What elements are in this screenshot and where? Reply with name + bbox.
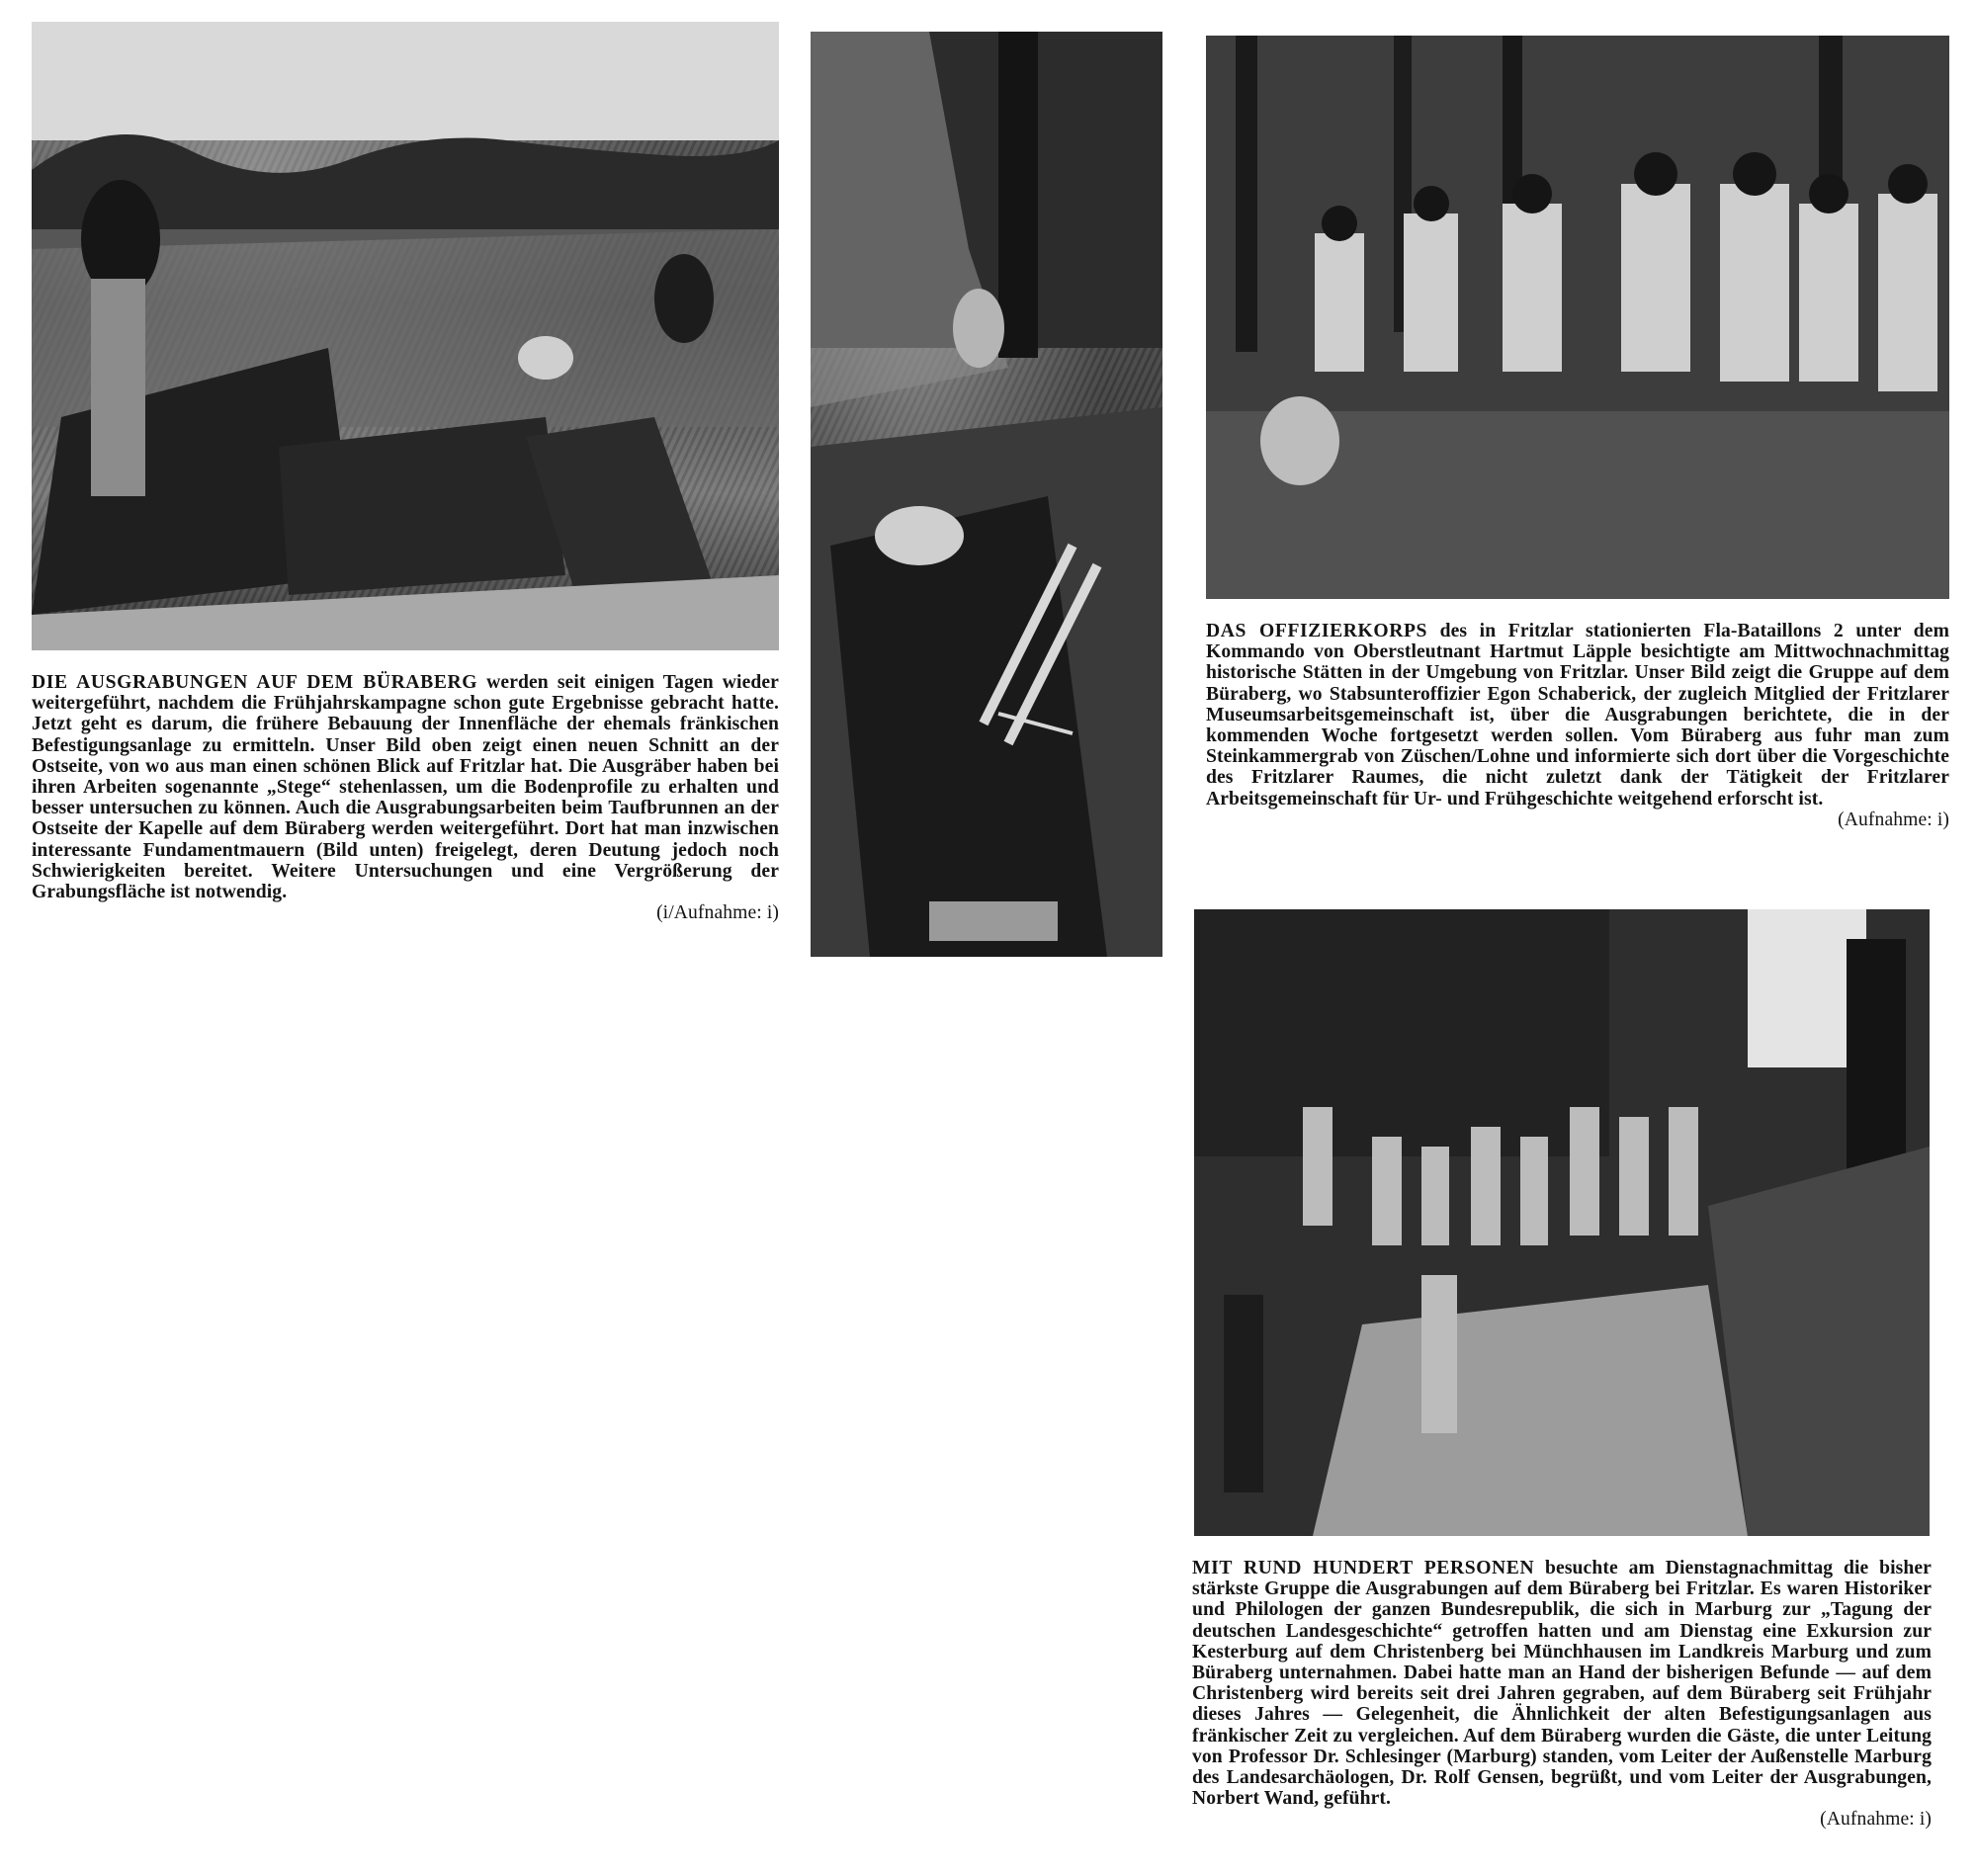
caption-offizierkorps-credit: (Aufnahme: i)	[1838, 809, 1949, 830]
officer-corps-illustration	[1206, 36, 1949, 599]
visitor-group-photo	[1194, 909, 1930, 1536]
caption-offizierkorps	[1206, 621, 1949, 830]
trench-with-ladder-photo	[811, 32, 1162, 957]
caption-ausgrabungen-credit: (i/Aufnahme: i)	[656, 902, 779, 924]
excavation-trenches-photo	[32, 22, 779, 650]
officer-corps-group-photo	[1206, 36, 1949, 599]
caption-ausgrabungen-body: werden seit einigen Tagen wieder weitergeführt, nachdem die Frühjahrskampagne schon gute Ergebnisse gebracht hatte. Jetzt geht es darum, die frühere Bebauung der Innenfläche der ehemals fränkischen Befestigungsanlage zu ermitteln. Unser Bild oben zeigt einen neuen Schnitt an der Ostseite, von wo aus man einen schönen Blick auf Fritzlar hat. Die Ausgräber haben bei ihren Arbeiten sogenannte „Stege“ stehenlassen, um die Bodenprofile zu erhalten und besser untersuchen zu können. Auch die Ausgrabungsarbeiten beim Taufbrunnen an der Ostseite der Kapelle auf dem Büraberg werden weitergeführt. Dort hat man inzwischen interessante Fundamentmauern (Bild unten) freigelegt, deren Deutung jedoch noch Schwierigkeiten bereitet. Weitere Untersuchungen und eine Vergrößerung der Grabungsfläche ist notwendig.	[32, 672, 779, 903]
caption-hundert-personen	[1192, 1558, 1932, 1831]
caption-ausgrabungen	[32, 672, 779, 923]
caption-hundert-body: besuchte am Dienstagnachmittag die bisher stärkste Gruppe die Ausgrabungen auf dem Büraberg bei Fritzlar. Es waren Historiker und Philologen der ganzen Bundesrepublik, die sich in Marburg zur „Tagung der deutschen Landesgeschichte“ getroffen hatten und am Dienstag eine Exkursion zur Kesterburg auf dem Christenberg bei Münchhausen im Landkreis Marburg und zum Büraberg unternahmen. Dabei hatte man an Hand der bisherigen Befunde — auf dem Christenberg wird bereits seit drei Jahren gegraben, auf dem Büraberg seit Frühjahr dieses Jahres — Gelegenheit, die Ähnlichkeit der alten Befestigungsanlagen aus fränkischer Zeit zu vergleichen. Auf dem Büraberg wurden die Gäste, die unter Leitung von Professor Dr. Schlesinger (Marburg) standen, vom Leiter der Außenstelle Marburg des Landesarchäologen, Dr. Rolf Gensen, begrüßt, und vom Leiter der Ausgrabungen, Norbert Wand, geführt.	[1192, 1558, 1932, 1810]
caption-offizierkorps-lead: DAS OFFIZIERKORPS	[1206, 621, 1428, 641]
excavation-trenches-illustration	[32, 22, 779, 650]
visitor-group-illustration	[1194, 909, 1930, 1536]
caption-hundert-lead: MIT RUND HUNDERT PERSONEN	[1192, 1558, 1535, 1578]
trench-with-ladder-illustration	[811, 32, 1162, 957]
caption-offizierkorps-body: des in Fritzlar stationierten Fla-Bataillons 2 unter dem Kommando von Oberstleutnant Hartmut Läpple besichtigte am Mittwochnachmittag historische Stätten in der Umgebung von Fritzlar. Unser Bild zeigt die Gruppe auf dem Büraberg, wo Stabsunteroffizier Egon Schaberick, der zugleich Mitglied der Fritzlarer Museumsarbeitsgemeinschaft ist, über die Ausgrabungen berichtete, die in der kommenden Woche fortgesetzt werden sollen. Vom Büraberg aus fuhr man zum Steinkammergrab von Züschen/Lohne und informierte sich dort über die Vorgeschichte des Fritzlarer Raumes, die nicht zuletzt dank der Tätigkeit der Fritzlarer Arbeitsgemeinschaft für Ur- und Frühgeschichte weitgehend erforscht ist.	[1206, 621, 1949, 810]
caption-hundert-credit: (Aufnahme: i)	[1820, 1809, 1932, 1831]
caption-ausgrabungen-lead: DIE AUSGRABUNGEN AUF DEM BÜRABERG	[32, 672, 478, 693]
